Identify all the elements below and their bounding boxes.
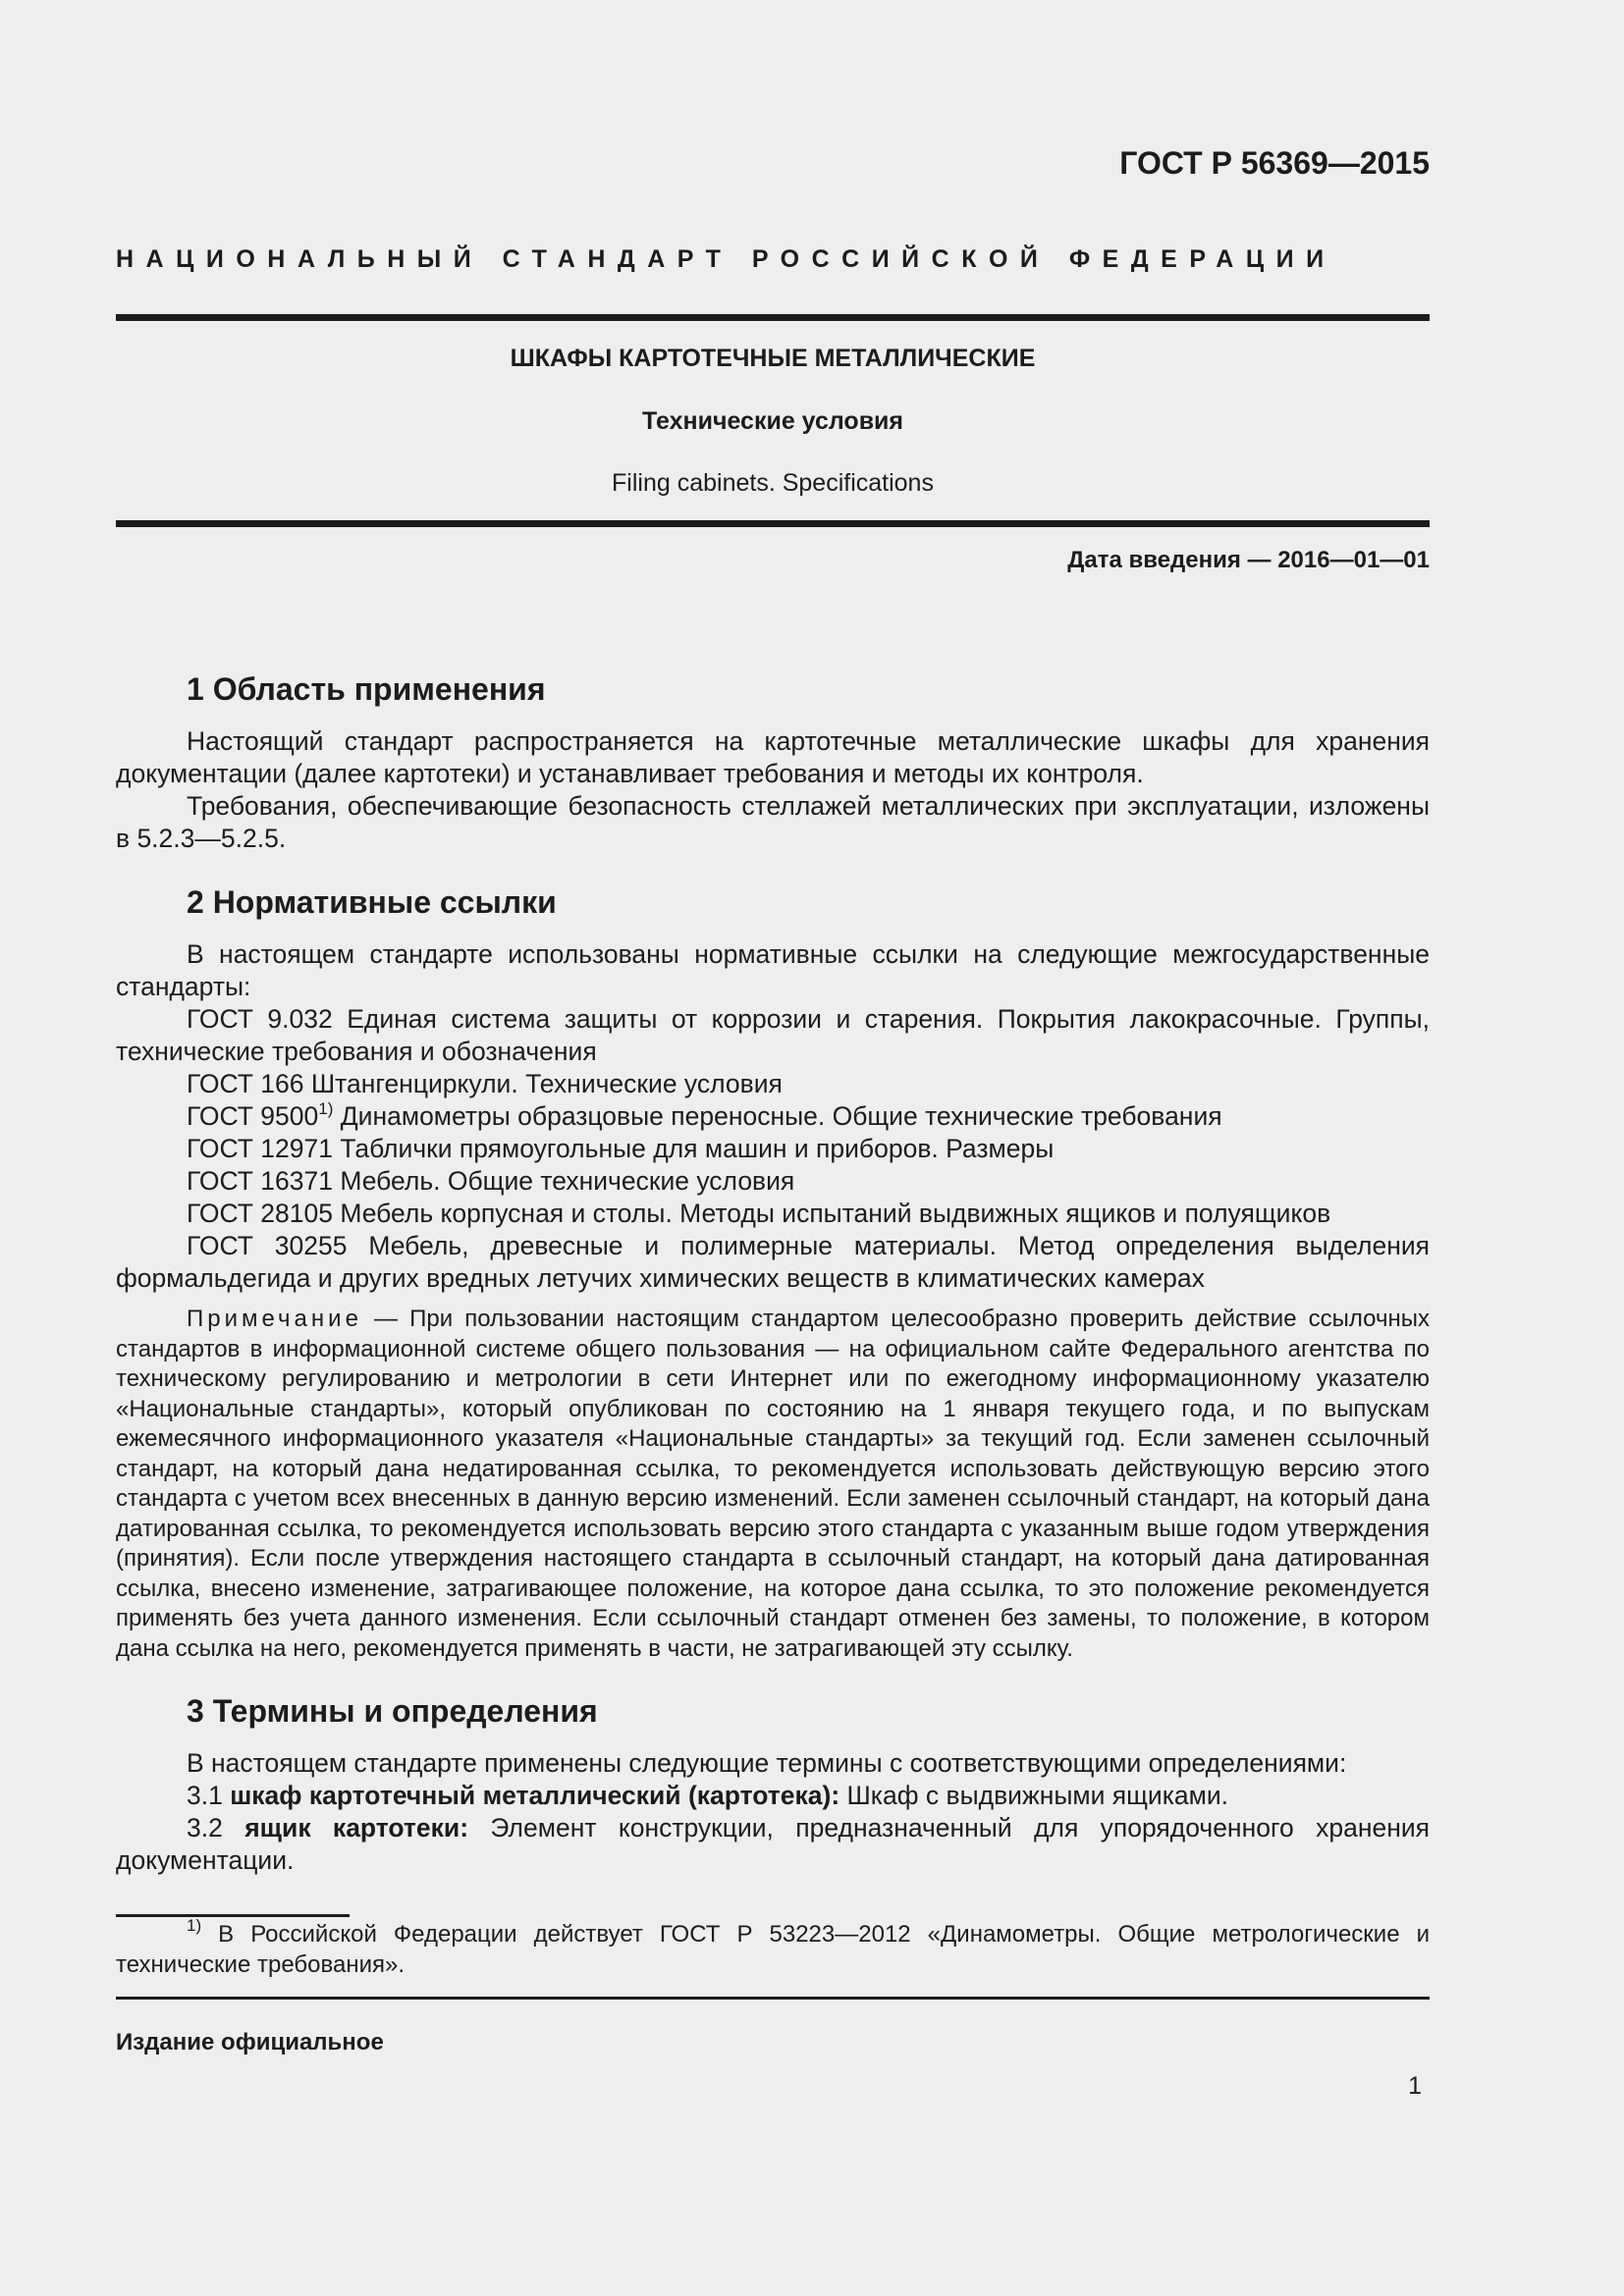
english-title: Filing cabinets. Specifications <box>612 469 934 497</box>
reference-item: ГОСТ 30255 Мебель, древесные и полимерные материалы. Метод определения выделения формальдегида и других вредных летучих химических веществ в климатических камерах <box>116 1231 1430 1293</box>
section-terms <box>116 1691 1430 1877</box>
term: шкаф картотечный металлический (картотека): <box>230 1781 840 1810</box>
reference-title: Динамометры образцовые переносные. Общие технические требования <box>333 1101 1222 1131</box>
gost-code: ГОСТ Р 56369—2015 <box>1119 145 1430 181</box>
definition: Элемент конструкции, предназначенный для упорядоченного хранения документации. <box>116 1813 1431 1875</box>
footnote-text: В Российской Федерации действует ГОСТ Р 53223—2012 «Динамометры. Общие метрологические и технические требования». <box>116 1921 1430 1978</box>
document-page <box>116 0 1430 2296</box>
footer-rule <box>116 1997 1430 2000</box>
top-rule <box>116 314 1430 321</box>
paragraph: В настоящем стандарте применены следующие термины с соответствующими определениями: <box>187 1748 1347 1778</box>
footnote <box>116 1916 1430 1980</box>
national-standard-banner: НАЦИОНАЛЬНЫЙ СТАНДАРТ РОССИЙСКОЙ ФЕДЕРАЦИИ <box>116 245 1336 273</box>
term-definition <box>116 1780 1430 1812</box>
term-number: 3.1 <box>187 1781 231 1810</box>
reference-item: ГОСТ 12971 Таблички прямоугольные для машин и приборов. Размеры <box>187 1134 1055 1163</box>
section-normative-references <box>116 882 1430 1664</box>
reference-item: ГОСТ 16371 Мебель. Общие технические условия <box>187 1166 795 1196</box>
page-number: 1 <box>1408 2072 1422 2100</box>
footnote-marker: 1) <box>187 1916 202 1935</box>
term: ящик картотеки: <box>244 1813 469 1842</box>
paragraph: Требования, обеспечивающие безопасность стеллажей металлических при эксплуатации, изложены в 5.2.3—5.2.5. <box>116 791 1430 853</box>
section-scope <box>116 669 1430 855</box>
definition: Шкаф с выдвижными ящиками. <box>839 1781 1229 1810</box>
intro-date: Дата введения — 2016—01—01 <box>1067 547 1430 573</box>
section-heading: 3 Термины и определения <box>187 1693 598 1729</box>
title-rule <box>116 520 1430 527</box>
term-number: 3.2 <box>187 1813 245 1842</box>
document-subtitle: Технические условия <box>641 407 904 435</box>
reference-code: ГОСТ 9500 <box>187 1101 319 1131</box>
note <box>116 1305 1430 1664</box>
document-title: ШКАФЫ КАРТОТЕЧНЫЕ МЕТАЛЛИЧЕСКИЕ <box>510 345 1036 372</box>
reference-item: ГОСТ 28105 Мебель корпусная и столы. Методы испытаний выдвижных ящиков и полуящиков <box>187 1199 1331 1228</box>
note-label: Примечание <box>187 1306 362 1332</box>
reference-item: ГОСТ 166 Штангенциркули. Технические условия <box>187 1069 783 1098</box>
section-heading: 1 Область применения <box>187 671 546 707</box>
term-definition <box>116 1812 1430 1877</box>
paragraph: В настоящем стандарте использованы нормативные ссылки на следующие межгосударственные стандарты: <box>116 939 1430 1001</box>
document-body <box>116 669 1430 1877</box>
reference-item: ГОСТ 9.032 Единая система защиты от коррозии и старения. Покрытия лакокрасочные. Группы, технические требования и обозначения <box>116 1004 1430 1066</box>
section-heading: 2 Нормативные ссылки <box>187 884 557 920</box>
paragraph: Настоящий стандарт распространяется на картотечные металлические шкафы для хранения документации (далее картотеки) и устанавливает требования и методы их контроля. <box>116 726 1430 788</box>
note-text: — При пользовании настоящим стандартом целесообразно проверить действие ссылочных стандартов в информационной системе общего пользования — на официальном сайте Федерального агентства по техническому регулированию и метрологии в сети Интернет или по ежегодному информационному указателю «Национальные стандарты», который опубликован по состоянию на 1 января текущего года, и по выпускам ежемесячного информационного указателя «Национальные стандарты» за текущий год. Если заменен ссылочный стандарт, на который дана недатированная ссылка, то рекомендуется использовать действующую версию этого стандарта с учетом всех внесенных в данную версию изменений. Если заменен ссылочный стандарт, на который дана датированная ссылка, то рекомендуется использовать версию этого стандарта с указанным выше годом утверждения (принятия). Если после утверждения настоящего стандарта в ссылочный стандарт, на который дана датированная ссылка, внесено изменение, затрагивающее положение, на которое дана ссылка, то это положение рекомендуется применять без учета данного изменения. Если ссылочный стандарт отменен без замены, то положение, в котором дана ссылка на него, рекомендуется применять в части, не затрагивающей эту ссылку. <box>116 1306 1430 1662</box>
footnote-rule <box>116 1914 350 1917</box>
official-edition-label: Издание официальное <box>116 2029 384 2056</box>
footnote-marker: 1) <box>318 1099 334 1118</box>
reference-item <box>116 1100 1430 1133</box>
